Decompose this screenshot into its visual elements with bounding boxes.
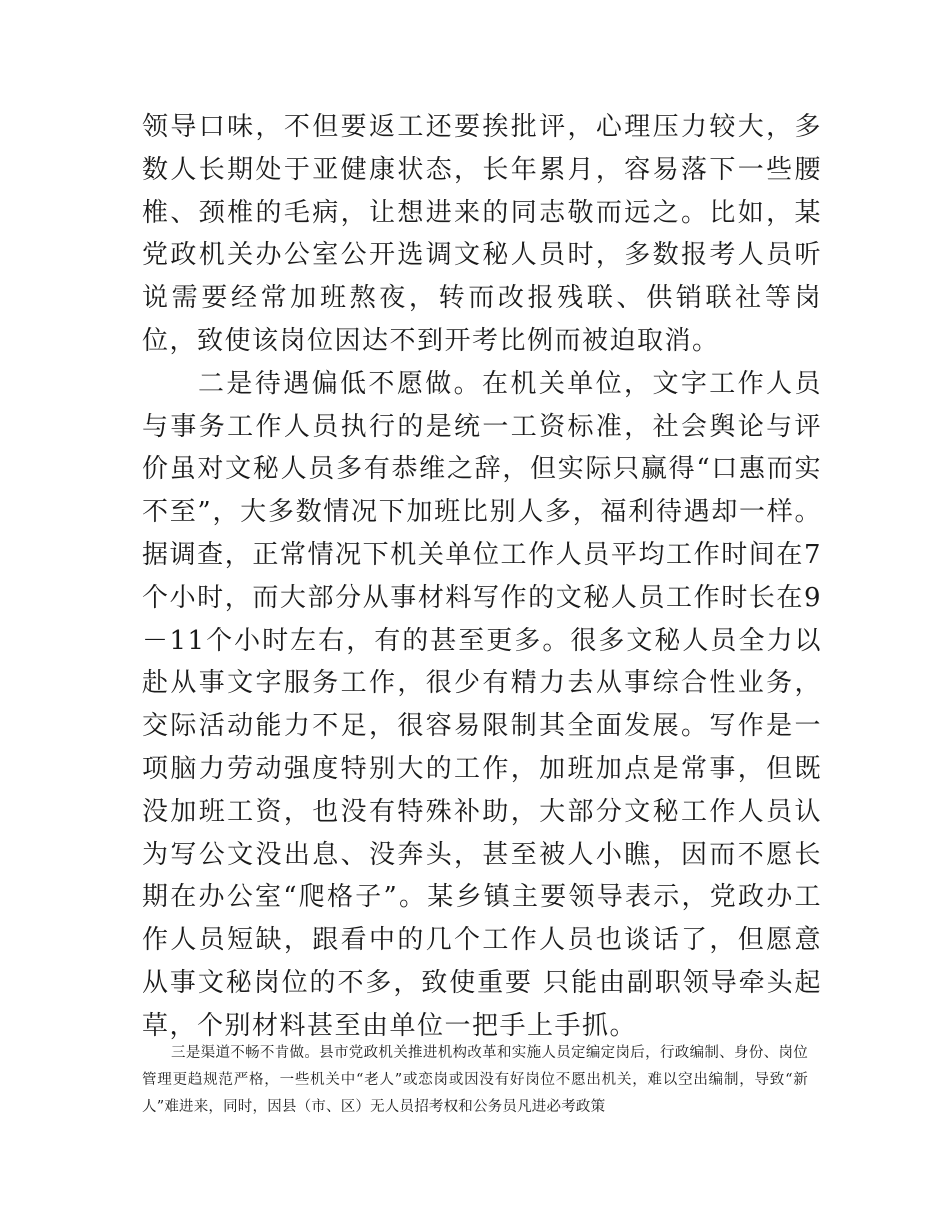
- small-text-block: [142, 1040, 808, 1121]
- main-text-block: [142, 106, 822, 1048]
- paragraph-channels: 三是渠道不畅不肯做。县市党政机关推进机构改革和实施人员定编定岗后，行政编制、身份、岗位管理更趋规范严格，一些机关中“老人”或恋岗或因没有好岗位不愿出机关，难以空出编制，导致“新人”难进来，同时，因县（市、区）无人员招考权和公务员凡进必考政策: [142, 1045, 808, 1115]
- paragraph-low-pay: 二是待遇偏低不愿做。在机关单位，文字工作人员与事务工作人员执行的是统一工资标准，社会舆论与评价虽对文秘人员多有恭维之辞，但实际只赢得“口惠而实不至”，大多数情况下加班比别人多，福利待遇却一样。据调查，正常情况下机关单位工作人员平均工作时间在7个小时，而大部分从事材料写作的文秘人员工作时长在9－11个小时左右，有的甚至更多。很多文秘人员全力以赴从事文字服务工作，很少有精力去从事综合性业务，交际活动能力不足，很容易限制其全面发展。写作是一项脑力劳动强度特别大的工作，加班加点是常事，但既没加班工资，也没有特殊补助，大部分文秘工作人员认为写公文没出息、没奔头，甚至被人小瞧，因而不愿长期在办公室“爬格子”。某乡镇主要领导表示，党政办工作人员短缺，跟看中的几个工作人员也谈话了，但愿意从事文秘岗位的不多，致使重要 只能由副职领导牵头起草，个别材料甚至由单位一把手上手抓。: [142, 368, 822, 1041]
- paragraph-continuation: 领导口味，不但要返工还要挨批评，心理压力较大，多数人长期处于亚健康状态，长年累月，容易落下一些腰椎、颈椎的毛病，让想进来的同志敬而远之。比如，某党政机关办公室公开选调文秘人员时，多数报考人员听说需要经常加班熬夜，转而改报残联、供销联社等岗位，致使该岗位因达不到开考比例而被迫取消。: [142, 112, 822, 356]
